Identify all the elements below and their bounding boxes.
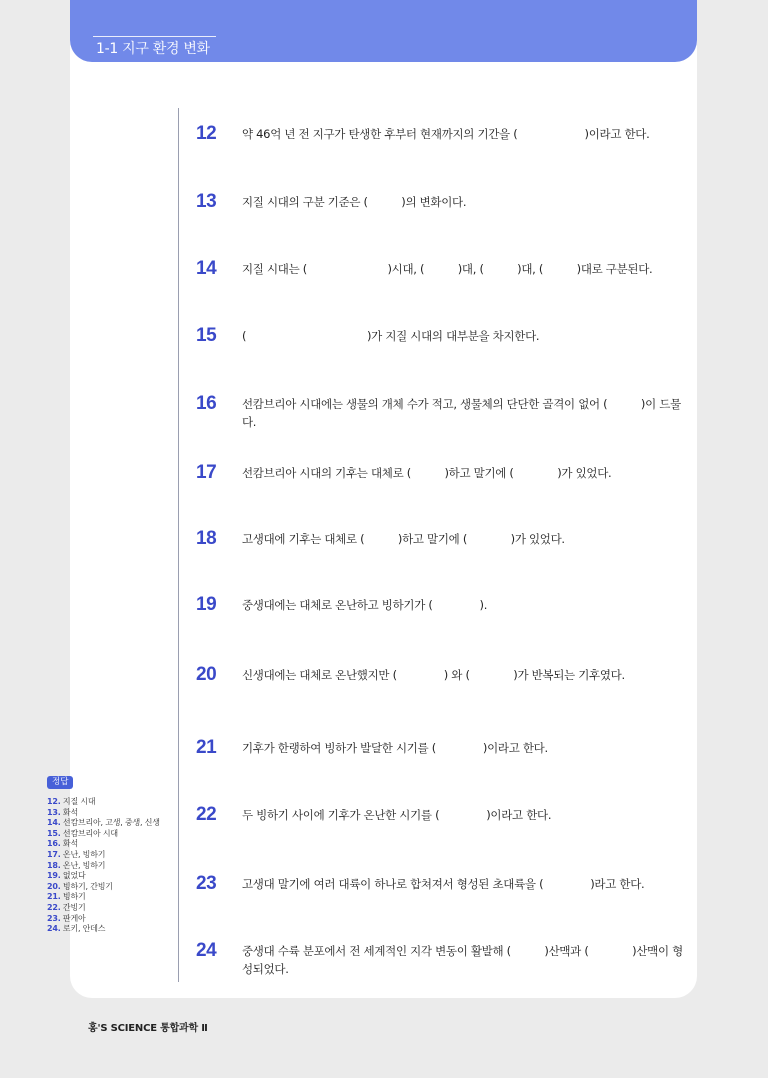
question-text: 중생대에는 대체로 온난하고 빙하기가 ( ). [242,598,488,612]
question-number: 12 [196,123,217,144]
answer-text: 판게아 [62,913,86,923]
answer-item [47,871,177,882]
question-number: 21 [196,737,217,758]
answer-number: 20. [47,881,61,891]
answer-number: 21. [47,892,61,902]
answer-number: 12. [47,797,61,806]
answer-item [47,808,177,819]
question-text: 두 빙하기 사이에 기후가 온난한 시기를 ( )이라고 한다. [242,808,552,822]
answer-text: 화석 [62,839,78,849]
question-number: 20 [196,664,217,685]
answer-number: 17. [47,849,61,859]
section-title: 1-1 지구 환경 변화 [96,41,210,57]
question-text: 선캄브리아 시대의 기후는 대체로 ( )하고 말기에 ( )가 있었다. [242,466,612,480]
answer-item [47,903,177,914]
answer-item [47,829,177,840]
answer-item [47,882,177,893]
answer-text: 선캄브리아 시대 [62,828,118,838]
question-text: 고생대 말기에 여러 대륙이 하나로 합쳐져서 형성된 초대륙을 ( )라고 한다. [242,877,645,891]
footer-text: 홍'S SCIENCE 통합과학 Ⅱ [88,1023,208,1034]
question-number: 16 [196,393,217,414]
answer-item [47,861,177,872]
question-number: 23 [196,873,217,894]
question-number: 22 [196,804,217,825]
answer-text: 온난, 빙하기 [62,860,106,870]
question-text: 고생대에 기후는 대체로 ( )하고 말기에 ( )가 있었다. [242,532,565,546]
answer-text: 빙하기, 간빙기 [62,881,113,891]
question-number: 24 [196,940,217,961]
answer-number: 18. [47,860,61,870]
question-text: 기후가 한랭하여 빙하가 발달한 시기를 ( )이라고 한다. [242,741,548,755]
answer-text: 간빙기 [62,902,86,912]
question-text: 신생대에는 대체로 온난했지만 ( ) 와 ( )가 반복되는 기후였다. [242,668,625,682]
question-text: 약 46억 년 전 지구가 탄생한 후부터 현재까지의 기간을 ( )이라고 한다. [242,127,650,141]
answer-item [47,924,177,935]
answer-text: 로키, 안데스 [62,924,106,934]
answer-number: 15. [47,828,61,838]
answer-text: 없었다 [62,871,86,881]
question-number: 18 [196,528,217,549]
answer-item [47,818,177,829]
answer-number: 14. [47,818,61,828]
question-number: 15 [196,325,217,346]
question-text: 선캄브리아 시대에는 생물의 개체 수가 적고, 생물체의 단단한 골격이 없어 ( )이 드물다. [242,397,681,429]
answer-list [47,797,177,935]
question-number: 17 [196,462,217,483]
answer-number: 16. [47,839,61,849]
answer-number: 13. [47,807,61,817]
answer-number: 22. [47,902,61,912]
answer-number: 23. [47,913,61,923]
answer-item [47,850,177,861]
answer-text: 선캄브리아, 고생, 중생, 신생 [62,818,160,828]
answer-number: 19. [47,871,61,881]
divider-line [178,108,179,982]
answer-box [47,769,177,935]
question-number: 14 [196,258,217,279]
answer-item [47,839,177,850]
answer-text: 온난, 빙하기 [62,849,106,859]
question-text: 지질 시대는 ( )시대, ( )대, ( )대, ( )대로 구분된다. [242,262,653,276]
question-text: 중생대 수륙 분포에서 전 세계적인 지각 변동이 활발해 ( )산맥과 ( )산맥이 형성되었다. [242,944,683,976]
answer-number: 24. [47,924,61,934]
answer-text: 지질 시대 [62,797,96,806]
answer-badge: 정답 [47,776,73,789]
question-text: 지질 시대의 구분 기준은 ( )의 변화이다. [242,195,467,209]
header-rule [93,36,216,37]
question-text: ( )가 지질 시대의 대부분을 차지한다. [242,329,540,343]
question-number: 13 [196,191,217,212]
question-number: 19 [196,594,217,615]
answer-text: 화석 [62,807,78,817]
answer-text: 빙하기 [62,892,86,902]
answer-item [47,892,177,903]
answer-item [47,914,177,925]
answer-item [47,797,177,808]
